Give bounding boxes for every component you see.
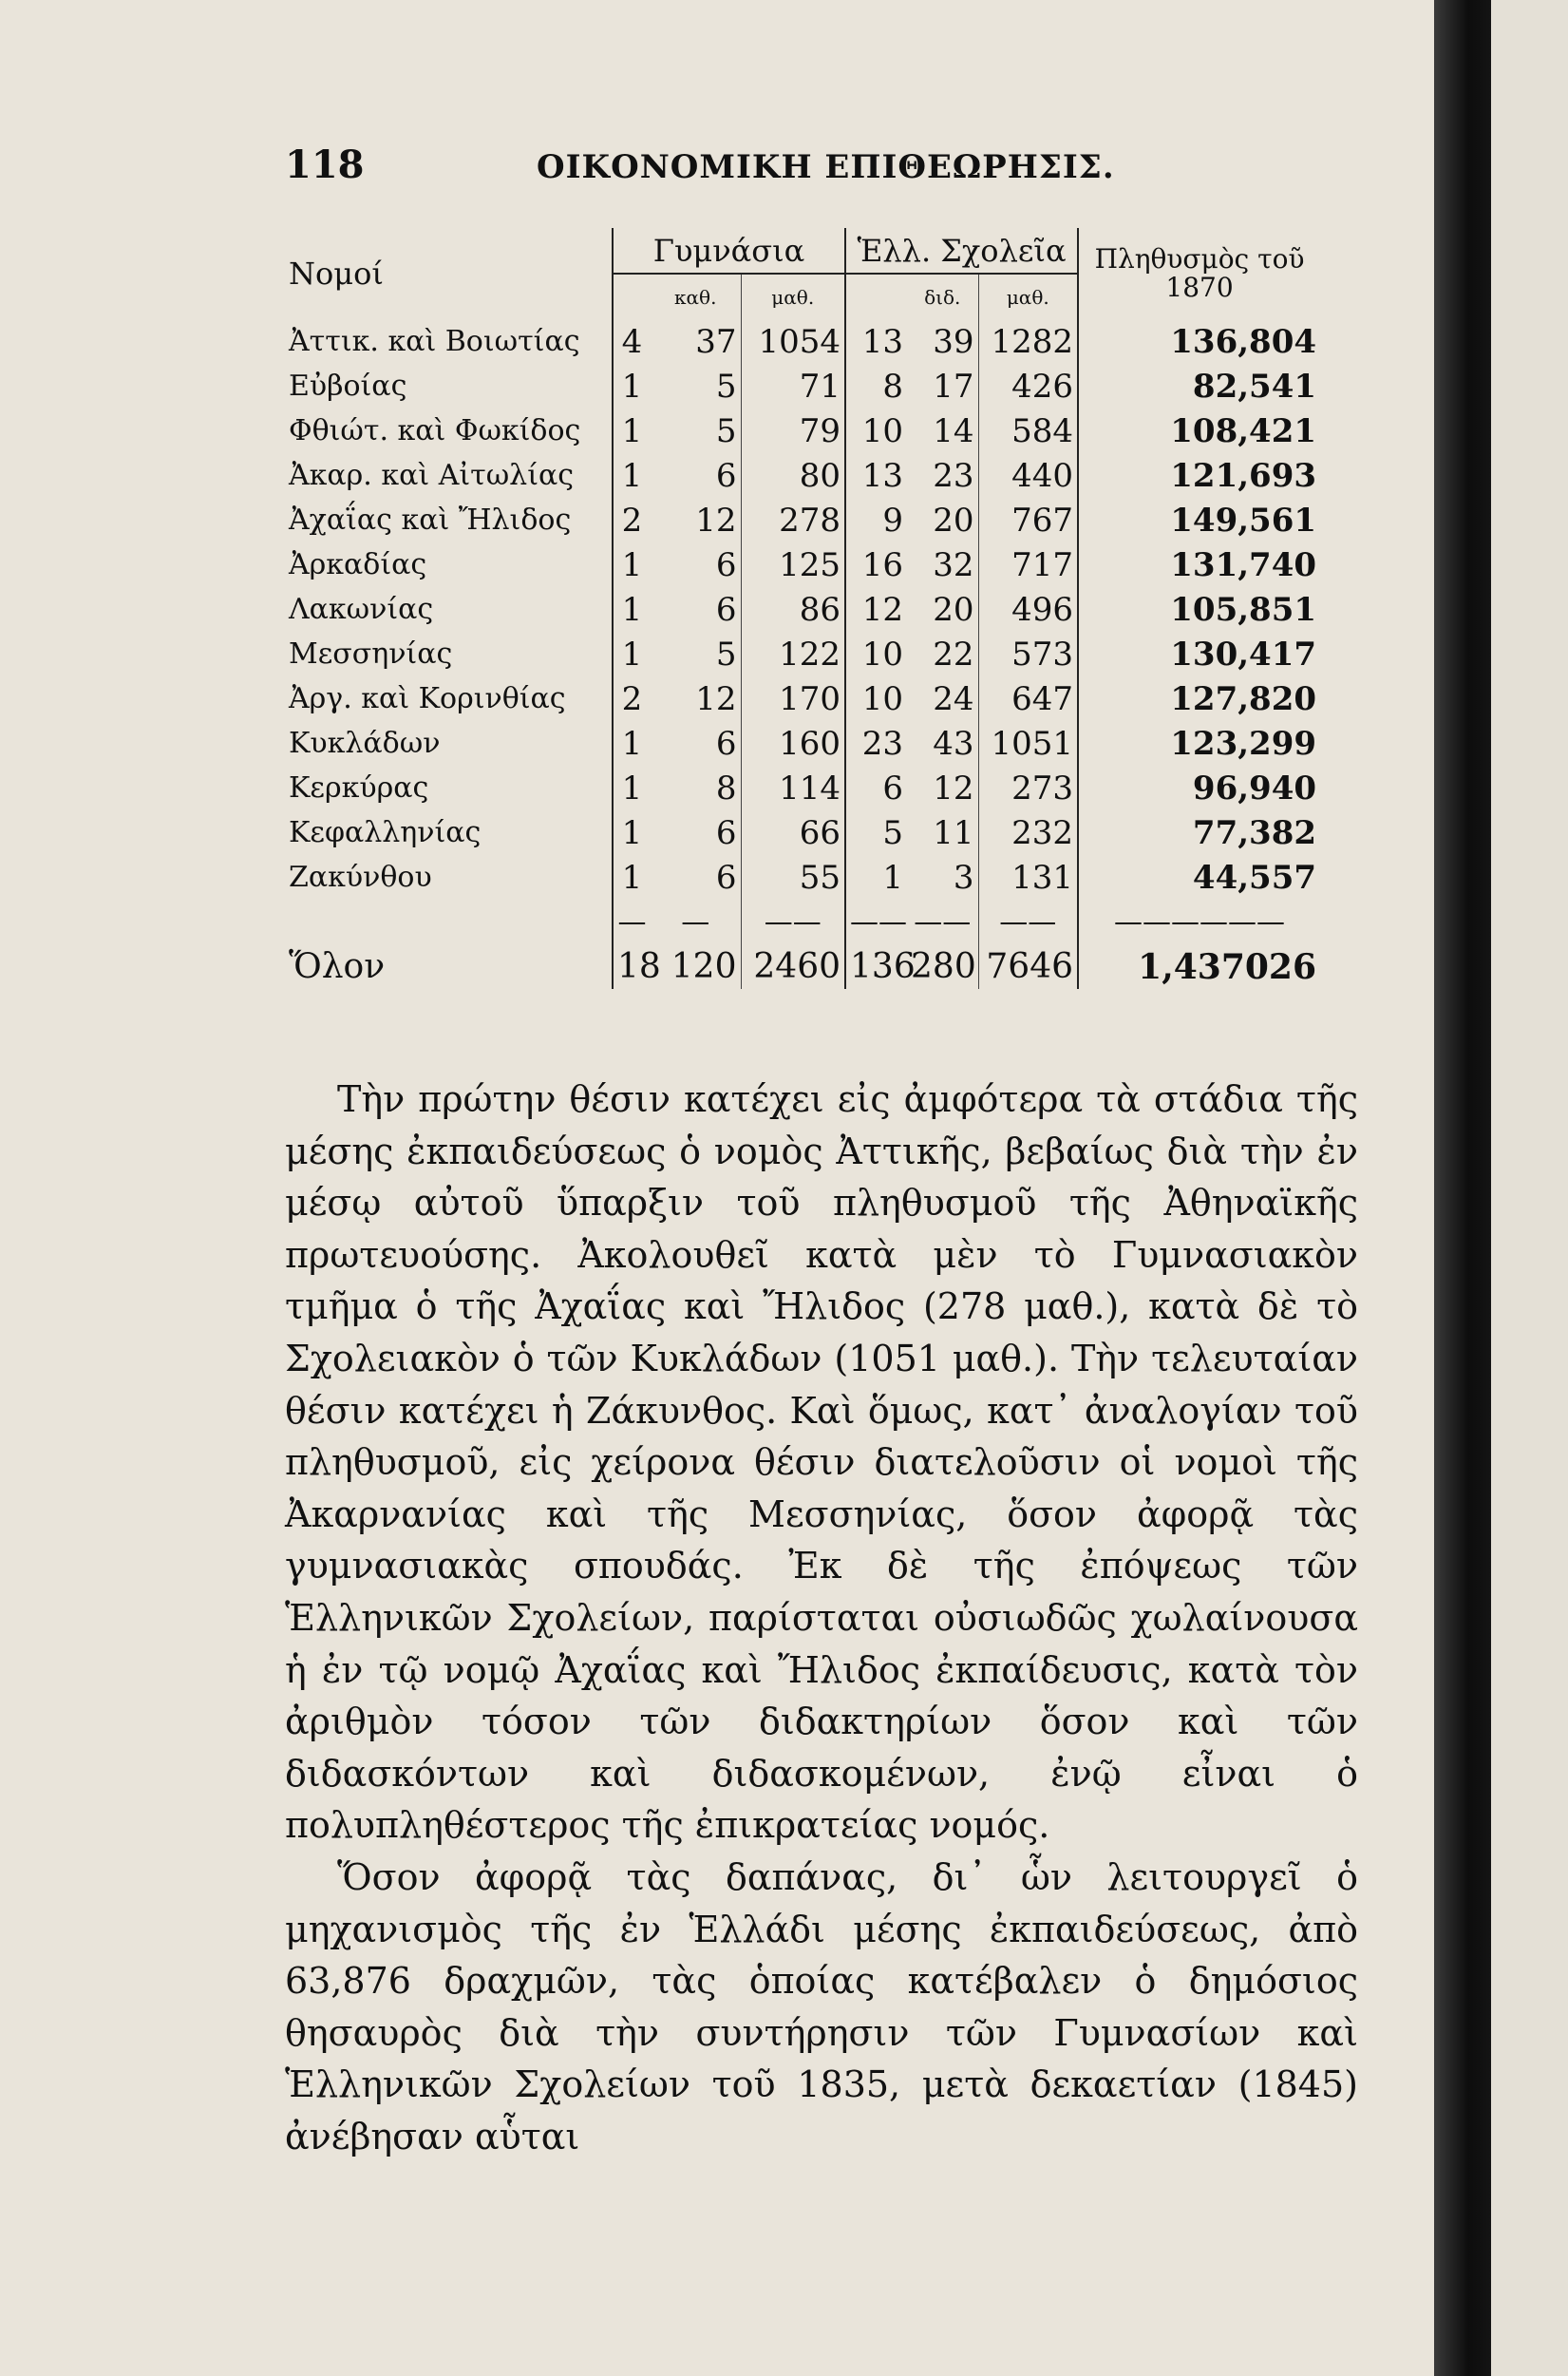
table-row xyxy=(285,453,1320,498)
table-row xyxy=(285,542,1320,587)
cell-scholeia-count: 10 xyxy=(845,676,907,721)
table-row xyxy=(285,587,1320,632)
cell-scholeia-math: 440 xyxy=(978,453,1078,498)
cell-scholeia-math: 131 xyxy=(978,855,1078,900)
cell-gymnasia-count: 1 xyxy=(613,721,651,766)
cell-scholeia-math: 426 xyxy=(978,364,1078,409)
cell-scholeia-did: 32 xyxy=(933,545,974,584)
cell-scholeia-count: 13 xyxy=(845,453,907,498)
cell-scholeia-count: 9 xyxy=(845,498,907,542)
cell-population: 96,940 xyxy=(1078,766,1320,810)
cell-population: 130,417 xyxy=(1078,632,1320,676)
cell-scholeia-math: 232 xyxy=(978,810,1078,855)
table-row xyxy=(285,364,1320,409)
table-header-row xyxy=(285,228,1320,274)
total-scholeia-count: 136 xyxy=(845,944,907,989)
cell-gymnasia-kath: 12 xyxy=(695,679,737,718)
subheader-math: μαθ. xyxy=(741,274,845,319)
cell-gymnasia-math: 125 xyxy=(741,542,845,587)
cell-nomos: Εὐβοίας xyxy=(289,370,407,403)
cell-population: 82,541 xyxy=(1078,364,1320,409)
paragraph: Τὴν πρώτην θέσιν κατέχει εἰς ἀμφότερα τὰ στάδια τῆς μέσης ἐκπαιδεύσεως ὁ νομὸς Ἀττικῆς, βεβαίως διὰ τὴν ἐν μέσῳ αὐτοῦ ὕπαρξιν τοῦ πληθυσμοῦ τῆς Ἀθηναϊκῆς πρωτευούσης. Ἀκολουθεῖ κατὰ μὲν τὸ Γυμνασιακὸν τμῆμα ὁ τῆς Ἀχαΐας καὶ Ἤλιδος (278 μαθ.), κατὰ δὲ τὸ Σχολειακὸν ὁ τῶν Κυκλάδων (1051 μαθ.). Τὴν τελευταίαν θέσιν κατέχει ἡ Ζάκυνθος. Καὶ ὅμως, κατ᾽ ἀναλογίαν τοῦ πληθυσμοῦ, εἰς χείρονα θέσιν διατελοῦσιν οἱ νομοὶ τῆς Ἀκαρνανίας καὶ τῆς Μεσσηνίας, ὅσον ἀφορᾷ τὰς γυμνασιακὰς σπουδάς. Ἐκ δὲ τῆς ἐπόψεως τῶν Ἑλληνικῶν Σχολείων, παρίσταται οὐσιωδῶς χωλαίνουσα ἡ ἐν τῷ νομῷ Ἀχαΐας καὶ Ἤλιδος ἐκπαίδευσις, κατὰ τὸν ἀριθμὸν τόσον τῶν διδακτηρίων ὅσον καὶ τῶν διδασκόντων καὶ διδασκομένων, ἐνῷ εἶναι ὁ πολυπληθέστερος τῆς ἐπικρατείας νομός. xyxy=(285,1078,1358,1847)
cell-scholeia-count: 10 xyxy=(845,409,907,453)
cell-gymnasia-kath: 5 xyxy=(715,367,737,406)
cell-gymnasia-kath: 5 xyxy=(715,635,737,674)
separator-row: — — —— —— —— —— —————— xyxy=(285,900,1320,944)
cell-nomos: Ἀργ. καὶ Κορινθίας xyxy=(289,682,566,715)
cell-scholeia-did: 20 xyxy=(933,590,974,629)
subheader-did: διδ. xyxy=(924,285,961,309)
cell-population: 44,557 xyxy=(1078,855,1320,900)
paragraph: Ὅσον ἀφορᾷ τὰς δαπάνας, δι᾽ ὧν λειτουργεῖ ὁ μηχανισμὸς τῆς ἐν Ἑλλάδι μέσης ἐκπαιδεύσεως, ἀπὸ 63,876 δραχμῶν, τὰς ὁποίας κατέβαλεν ὁ δημόσιος θησαυρὸς διὰ τὴν συντήρησιν τῶν Γυμνασίων καὶ Ἑλληνικῶν Σχολείων τοῦ 1835, μετὰ δεκαετίαν (1845) ἀνέβησαν αὗται xyxy=(285,1855,1358,2157)
cell-gymnasia-count: 1 xyxy=(613,542,651,587)
cell-gymnasia-math: 86 xyxy=(741,587,845,632)
cell-gymnasia-count: 1 xyxy=(613,453,651,498)
cell-scholeia-math: 717 xyxy=(978,542,1078,587)
cell-nomos: Ἀκαρ. καὶ Αἰτωλίας xyxy=(289,459,575,492)
cell-nomos: Ἀρκαδίας xyxy=(289,548,427,581)
cell-gymnasia-count: 1 xyxy=(613,632,651,676)
education-statistics-table xyxy=(285,228,1320,989)
cell-nomos: Μεσσηνίας xyxy=(289,637,453,671)
cell-scholeia-math: 584 xyxy=(978,409,1078,453)
cell-gymnasia-math: 1054 xyxy=(741,319,845,364)
page-header xyxy=(285,143,1377,200)
cell-population: 149,561 xyxy=(1078,498,1320,542)
total-scholeia-did: 280 xyxy=(911,947,976,986)
header-nomoi: Νομοί xyxy=(289,256,384,292)
cell-population: 131,740 xyxy=(1078,542,1320,587)
total-gymnasia-count: 18 xyxy=(613,944,651,989)
table-row xyxy=(285,319,1320,364)
cell-population: 127,820 xyxy=(1078,676,1320,721)
header-plithysmos: Πληθυσμὸς τοῦ 1870 xyxy=(1078,228,1320,319)
table-row xyxy=(285,676,1320,721)
cell-scholeia-math: 767 xyxy=(978,498,1078,542)
subheader-math: μαθ. xyxy=(978,274,1078,319)
cell-population: 136,804 xyxy=(1078,319,1320,364)
cell-gymnasia-kath: 6 xyxy=(715,813,737,852)
cell-gymnasia-math: 278 xyxy=(741,498,845,542)
cell-scholeia-did: 3 xyxy=(953,858,974,897)
cell-gymnasia-kath: 5 xyxy=(715,411,737,450)
cell-gymnasia-count: 4 xyxy=(613,319,651,364)
cell-gymnasia-kath: 8 xyxy=(715,769,737,808)
total-gymnasia-math: 2460 xyxy=(741,944,845,989)
cell-gymnasia-count: 2 xyxy=(613,676,651,721)
cell-gymnasia-math: 79 xyxy=(741,409,845,453)
cell-nomos: Κεφαλληνίας xyxy=(289,816,482,849)
header-gymnasia: Γυμνάσια xyxy=(613,228,845,274)
cell-gymnasia-math: 170 xyxy=(741,676,845,721)
book-spine xyxy=(1434,0,1491,2376)
cell-scholeia-did: 12 xyxy=(933,769,974,808)
cell-scholeia-count: 10 xyxy=(845,632,907,676)
cell-scholeia-math: 1282 xyxy=(978,319,1078,364)
cell-population: 121,693 xyxy=(1078,453,1320,498)
cell-gymnasia-count: 1 xyxy=(613,587,651,632)
subheader-kath: καθ. xyxy=(674,285,717,309)
cell-gymnasia-kath: 37 xyxy=(695,322,737,361)
cell-gymnasia-kath: 12 xyxy=(695,501,737,540)
cell-population: 108,421 xyxy=(1078,409,1320,453)
header-ell-scholeia: Ἑλλ. Σχολεῖα xyxy=(845,228,1078,274)
cell-gymnasia-math: 66 xyxy=(741,810,845,855)
cell-population: 77,382 xyxy=(1078,810,1320,855)
cell-gymnasia-count: 1 xyxy=(613,855,651,900)
cell-scholeia-count: 6 xyxy=(845,766,907,810)
cell-gymnasia-count: 1 xyxy=(613,364,651,409)
table-row xyxy=(285,498,1320,542)
cell-nomos: Κυκλάδων xyxy=(289,727,441,760)
cell-scholeia-count: 1 xyxy=(845,855,907,900)
total-scholeia-math: 7646 xyxy=(978,944,1078,989)
cell-gymnasia-count: 1 xyxy=(613,766,651,810)
cell-gymnasia-math: 160 xyxy=(741,721,845,766)
cell-nomos: Ἀττικ. καὶ Βοιωτίας xyxy=(289,325,580,358)
cell-population: 105,851 xyxy=(1078,587,1320,632)
cell-gymnasia-count: 1 xyxy=(613,409,651,453)
cell-gymnasia-kath: 6 xyxy=(715,545,737,584)
cell-scholeia-math: 1051 xyxy=(978,721,1078,766)
table-row xyxy=(285,810,1320,855)
cell-nomos: Λακωνίας xyxy=(289,593,434,626)
body-text xyxy=(285,1074,1358,2162)
cell-nomos: Κερκύρας xyxy=(289,771,429,805)
cell-gymnasia-kath: 6 xyxy=(715,858,737,897)
total-row xyxy=(285,944,1320,989)
facing-page-edge xyxy=(1491,0,1568,2376)
table-row xyxy=(285,632,1320,676)
cell-scholeia-math: 496 xyxy=(978,587,1078,632)
cell-scholeia-count: 23 xyxy=(845,721,907,766)
cell-scholeia-did: 23 xyxy=(933,456,974,495)
cell-gymnasia-math: 114 xyxy=(741,766,845,810)
cell-gymnasia-count: 1 xyxy=(613,810,651,855)
cell-population: 123,299 xyxy=(1078,721,1320,766)
cell-nomos: Ἀχαΐας καὶ Ἤλιδος xyxy=(289,504,572,537)
table-row xyxy=(285,409,1320,453)
total-gymnasia-kath: 120 xyxy=(671,947,737,986)
cell-gymnasia-kath: 6 xyxy=(715,724,737,763)
cell-scholeia-math: 573 xyxy=(978,632,1078,676)
cell-nomos: Ζακύνθου xyxy=(289,861,432,894)
cell-scholeia-count: 8 xyxy=(845,364,907,409)
cell-gymnasia-math: 71 xyxy=(741,364,845,409)
cell-scholeia-count: 16 xyxy=(845,542,907,587)
cell-scholeia-did: 43 xyxy=(933,724,974,763)
cell-nomos: Φθιώτ. καὶ Φωκίδος xyxy=(289,414,581,447)
cell-scholeia-did: 11 xyxy=(933,813,974,852)
cell-scholeia-count: 5 xyxy=(845,810,907,855)
page-number: 118 xyxy=(285,143,365,187)
cell-scholeia-did: 39 xyxy=(933,322,974,361)
cell-scholeia-did: 22 xyxy=(933,635,974,674)
cell-gymnasia-kath: 6 xyxy=(715,590,737,629)
cell-scholeia-math: 273 xyxy=(978,766,1078,810)
cell-scholeia-count: 13 xyxy=(845,319,907,364)
cell-scholeia-did: 17 xyxy=(933,367,974,406)
cell-gymnasia-math: 80 xyxy=(741,453,845,498)
cell-gymnasia-math: 122 xyxy=(741,632,845,676)
table-row xyxy=(285,855,1320,900)
cell-scholeia-did: 20 xyxy=(933,501,974,540)
total-population: 1,437026 xyxy=(1078,944,1320,989)
total-label: Ὅλον xyxy=(289,947,386,986)
cell-scholeia-did: 24 xyxy=(933,679,974,718)
cell-gymnasia-kath: 6 xyxy=(715,456,737,495)
cell-gymnasia-count: 2 xyxy=(613,498,651,542)
table-row xyxy=(285,766,1320,810)
table-row xyxy=(285,721,1320,766)
cell-gymnasia-math: 55 xyxy=(741,855,845,900)
running-title: ΟΙΚΟΝΟΜΙΚΗ ΕΠΙΘΕΩΡΗΣΙΣ. xyxy=(537,148,1115,186)
cell-scholeia-math: 647 xyxy=(978,676,1078,721)
cell-scholeia-count: 12 xyxy=(845,587,907,632)
cell-scholeia-did: 14 xyxy=(933,411,974,450)
